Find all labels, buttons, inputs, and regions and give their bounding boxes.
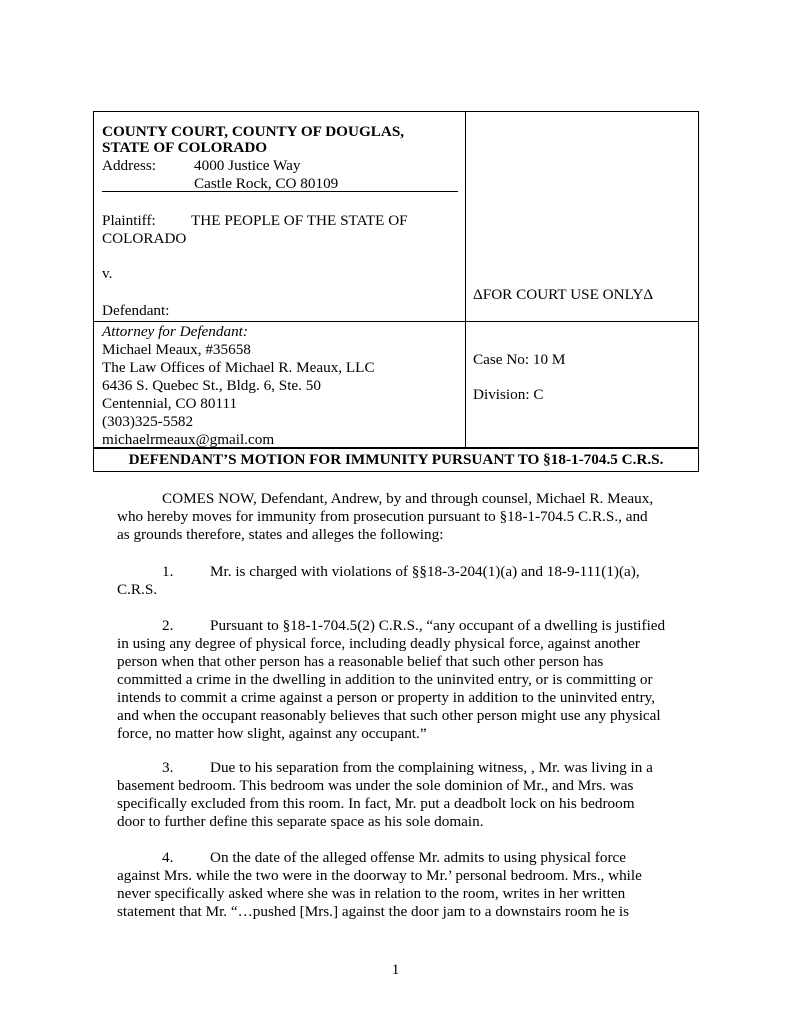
- paragraph-line: door to further define this separate space as his sole domain.: [117, 813, 484, 830]
- paragraph-line: Mr. is charged with violations of §§18-3-204(1)(a) and 18-9-111(1)(a),: [210, 563, 640, 580]
- attorney-phone: (303)325-5582: [102, 413, 194, 430]
- court-name-line1: COUNTY COURT, COUNTY OF DOUGLAS,: [102, 123, 405, 140]
- address-line2: Castle Rock, CO 80109: [194, 175, 339, 192]
- case-number: Case No: 10 M: [473, 351, 566, 368]
- paragraph-line: Due to his separation from the complaining witness, , Mr. was living in a: [210, 759, 653, 776]
- attorney-cell: [94, 322, 466, 449]
- plaintiff-label: Plaintiff:: [102, 212, 156, 229]
- paragraph-line: committed a crime in the dwelling in addition to the uninvited entry, or is committing or: [117, 671, 653, 688]
- intro-line: COMES NOW, Defendant, Andrew, by and through counsel, Michael R. Meaux,: [162, 490, 654, 507]
- attorney-firm: The Law Offices of Michael R. Meaux, LLC: [102, 359, 375, 376]
- paragraph-line: against Mrs. while the two were in the doorway to Mr.’ personal bedroom. Mrs., while: [117, 867, 642, 884]
- address-line1: 4000 Justice Way: [194, 157, 301, 174]
- paragraph-line: statement that Mr. “…pushed [Mrs.] against the door jam to a downstairs room he is: [117, 903, 630, 920]
- paragraph-line: in using any degree of physical force, including deadly physical force, against another: [117, 635, 640, 652]
- court-info-cell: [94, 112, 466, 322]
- versus-label: v.: [102, 265, 113, 282]
- motion-title: DEFENDANT’S MOTION FOR IMMUNITY PURSUANT TO §18-1-704.5 C.R.S.: [128, 451, 664, 468]
- paragraph-line: never specifically asked where she was in relation to the room, writes in her written: [117, 885, 626, 902]
- paragraph-line: basement bedroom. This bedroom was under the sole dominion of Mr., and Mrs. was: [117, 777, 634, 794]
- intro-line: as grounds therefore, states and alleges the following:: [117, 526, 444, 543]
- paragraph-line: C.R.S.: [117, 581, 158, 598]
- court-use-label: ΔFOR COURT USE ONLYΔ: [473, 286, 654, 303]
- paragraph-number: 4.: [162, 849, 174, 866]
- paragraph-line: person when that other person has a reasonable belief that such other person has: [117, 653, 604, 670]
- case-caption-table: [93, 111, 699, 472]
- attorney-city: Centennial, CO 80111: [102, 395, 238, 412]
- attorney-heading: Attorney for Defendant:: [102, 323, 248, 340]
- page-number: 1: [391, 961, 400, 978]
- paragraph-line: specifically excluded from this room. In fact, Mr. put a deadbolt lock on his bedroom: [117, 795, 635, 812]
- address-label: Address:: [102, 157, 156, 174]
- attorney-name: Michael Meaux, #35658: [102, 341, 251, 358]
- paragraph-line: force, no matter how slight, against any occupant.”: [117, 725, 427, 742]
- paragraph-3: [117, 759, 677, 831]
- division: Division: C: [473, 386, 544, 403]
- intro-line: who hereby moves for immunity from prosecution pursuant to §18-1-704.5 C.R.S., and: [117, 508, 648, 525]
- defendant-label: Defendant:: [102, 302, 170, 319]
- intro-paragraph: [117, 490, 677, 544]
- case-number-cell: [466, 322, 698, 449]
- paragraph-number: 2.: [162, 617, 174, 634]
- plaintiff-name-line2: COLORADO: [102, 230, 187, 247]
- paragraph-1: [117, 563, 677, 599]
- paragraph-number: 3.: [162, 759, 174, 776]
- attorney-email: michaelrmeaux@gmail.com: [102, 431, 275, 448]
- paragraph-line: and when the occupant reasonably believes that such other person might use any physical: [117, 707, 661, 724]
- paragraph-number: 1.: [162, 563, 174, 580]
- paragraph-line: On the date of the alleged offense Mr. admits to using physical force: [210, 849, 626, 866]
- paragraph-2: [117, 617, 677, 743]
- paragraph-line: Pursuant to §18-1-704.5(2) C.R.S., “any occupant of a dwelling is justified: [210, 617, 666, 634]
- paragraph-4: [117, 849, 677, 921]
- plaintiff-name-line1: THE PEOPLE OF THE STATE OF: [191, 212, 408, 229]
- attorney-street: 6436 S. Quebec St., Bldg. 6, Ste. 50: [102, 377, 321, 394]
- paragraph-line: intends to commit a crime against a person or property in addition to the uninvited entry,: [117, 689, 656, 706]
- address-divider: [102, 191, 458, 192]
- court-use-cell: [466, 112, 698, 322]
- court-name-line2: STATE OF COLORADO: [102, 139, 268, 156]
